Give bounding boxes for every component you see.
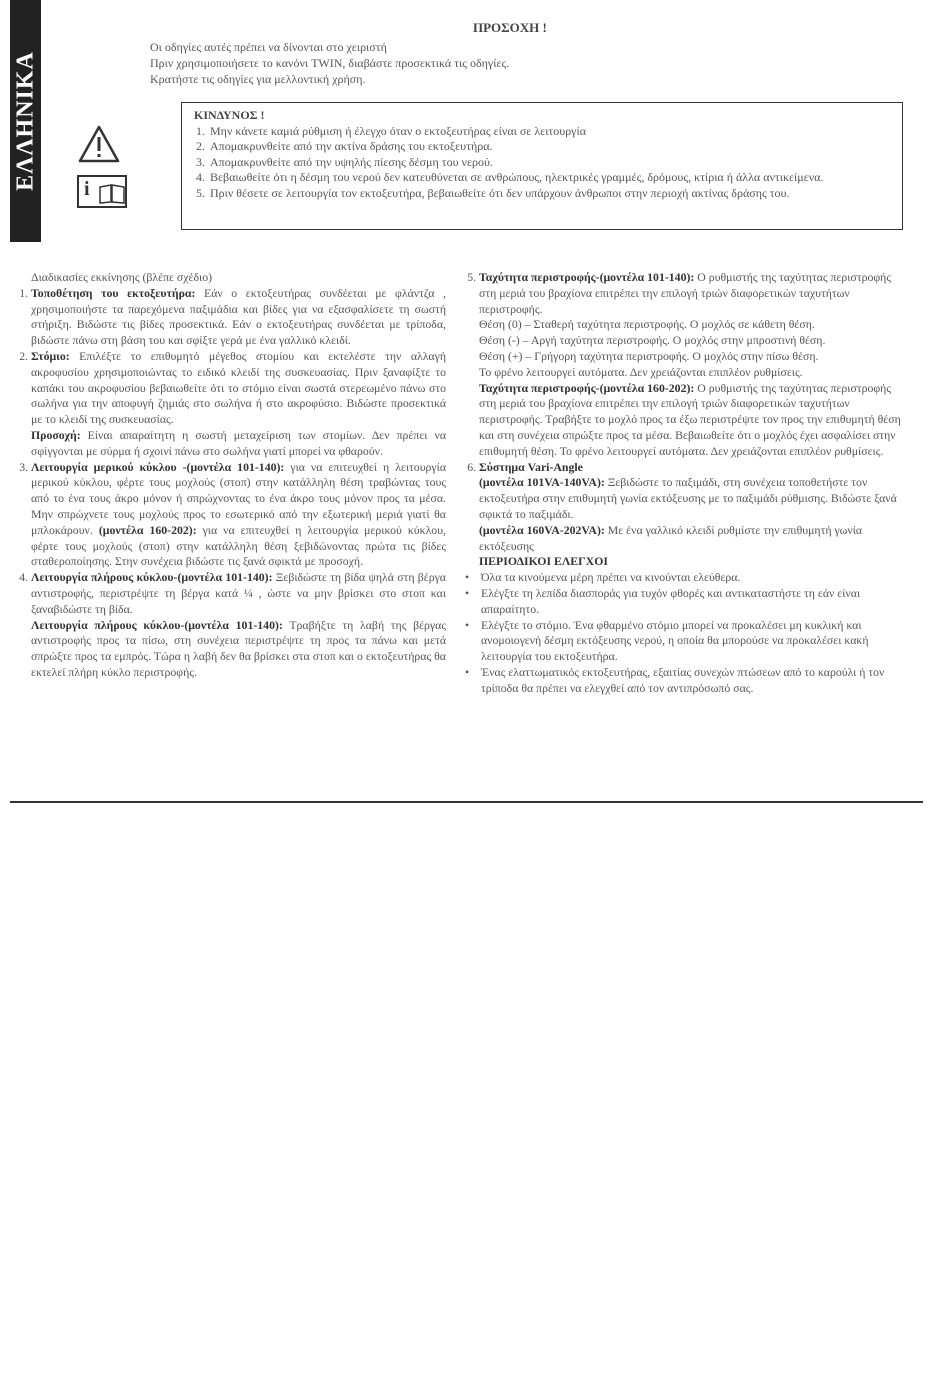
danger-box [181, 102, 903, 230]
language-label: ΕΛΛΗΝΙΚΑ [12, 51, 38, 191]
danger-item: 3. Απομακρυνθείτε από την υψηλής πίεσης δέσμη του νερού. [208, 155, 890, 171]
position-0: Θέση (0) – Σταθερή ταχύτητα περιστροφής. Ο μοχλός σε κάθετη θέση. [479, 317, 815, 332]
step-subtitle: (μοντέλα 160VA-202VA): [479, 522, 605, 537]
danger-item: 5. Πριν θέσετε σε λειτουργία τον εκτοξευτήρα, βεβαιωθείτε ότι δεν υπάρχουν άνθρωποι στην περιοχή ακτίνας δράσης του. [208, 186, 890, 202]
step-text: Ο ρυθμιστής της ταχύτητας περιστροφής στη μεριά του βραχίονα επιτρέπει την επιλογή τριών διαφορετικών ταχυτήτων περιστροφής. [479, 270, 892, 316]
periodic-checks-title: ΠΕΡΙΟΔΙΚΟΙ ΕΛΕΓΧΟΙ [479, 554, 608, 569]
position-plus: Θέση (+) – Γρήγορη ταχύτητα περιστροφής. Ο μοχλός στην πίσω θέση. [479, 348, 819, 363]
attention-heading: ΠΡΟΣΟΧΗ ! [473, 20, 547, 35]
step-nozzle [31, 349, 446, 460]
startup-steps-continued [462, 270, 902, 570]
step-rotation-speed [479, 270, 902, 460]
intro-line: Οι οδηγίες αυτές πρέπει να δίνονται στο χειριστή [150, 40, 387, 54]
step-text: για να επιτευχθεί η λειτουργία μερικού κύκλου, φέρτε τους μοχλούς (στοπ) στην κατάλληλη θέση τραβώντας τους από το ένα τους άκρο μόνον ή σπρώχνοντας το ένα άκρο τους μόνον προς τα μέσα. Μην σπρώχνετε τους μοχλούς προς το εσωτερικό από την εξωτερική μεριά γιατί θα μπλοκάρουν. [31, 459, 446, 537]
left-column [14, 270, 446, 681]
warning-triangle-icon [78, 125, 120, 163]
step-title: Ταχύτητα περιστροφής-(μοντέλα 101-140): [479, 270, 695, 284]
right-column [462, 270, 902, 697]
step-text: Με ένα γαλλικό κλειδί ρυθμίστε την επιθυμητή γωνία εκτόξευσης [479, 522, 863, 553]
step-text: Ξεβιδώστε το παξιμάδι, στη συνέχεια τοποθετήστε τον εκτοξευτήρα στην επιθυμητή γωνία εκτόξευσης με το παξιμάδι ρύθμισης. Βιδώστε ξανά σφικτά το παξιμάδι. [479, 475, 897, 521]
danger-item: 4. Βεβαιωθείτε ότι η δέσμη του νερού δεν κατευθύνεται σε ανθρώπους, ηλεκτρικές γραμμές, δρόμους, κτίρια ή άλλα αντικείμενα. [208, 170, 890, 186]
step-partial-circle [31, 460, 446, 571]
step-text: για να επιτευχθεί η λειτουργία μερικού κύκλου, φέρτε τους μοχλούς (στοπ) στην κατάλληλη θέση ξεβιδώνοντας πρώτα τις βίδες σταθεροποίησης. Στην συνέχεια βιδώστε τις ξανά σφικτά με προσοχή. [31, 522, 446, 569]
step-full-circle [31, 570, 446, 681]
step-paragraph [479, 475, 902, 522]
startup-intro: Διαδικασίες εκκίνησης (βλέπε σχέδιο) [31, 270, 213, 284]
check-item: • Ελέγξτε το στόμιο. Ένα φθαρμένο στόμιο μπορεί να προκαλέσει μη κυκλική και ανομοιογενή δέσμη εκτόξευσης νερού, η οποία θα μπορούσε να προκαλέσει κακή λειτουργία του εκτοξευτήρα. [462, 618, 902, 665]
intro-line: Πριν χρησιμοποιήσετε το κανόνι TWIN, διαβάστε προσεκτικά τις οδηγίες. [150, 56, 510, 70]
periodic-checks-list [462, 570, 902, 696]
startup-steps [14, 286, 446, 681]
danger-title: ΚΙΝΔΥΝΟΣ ! [194, 108, 265, 122]
step-note [31, 428, 446, 460]
step-subtitle: (μοντέλα 160-202): [98, 522, 197, 537]
intro-text [150, 39, 850, 87]
check-item: • Όλα τα κινούμενα μέρη πρέπει να κινούνται ελεύθερα. [462, 570, 902, 586]
step-title: Λειτουργία μερικού κύκλου -(μοντέλα 101-140): [31, 459, 285, 474]
note-text: Είναι απαραίτητη η σωστή μεταχείριση των στομίων. Δεν πρέπει να σφίγγονται με σύρμα ή σχοινί πάνω στο σωλήνα γιατί μπορεί να φθαρούν. [31, 427, 446, 458]
intro-line: Κρατήστε τις οδηγίες για μελλοντική χρήση. [150, 72, 366, 86]
step-subtitle: Λειτουργία πλήρους κύκλου-(μοντέλα 101-140): [31, 617, 283, 632]
step-title: Τοποθέτηση του εκτοξευτήρα: [31, 285, 196, 300]
language-side-tab [10, 0, 41, 242]
step-title: Σύστημα Vari-Angle [479, 459, 583, 474]
danger-item: 1. Μην κάνετε καμιά ρύθμιση ή έλεγχο όταν ο εκτοξευτήρας είναι σε λειτουργία [208, 124, 890, 140]
info-manual-icon: i [77, 175, 127, 208]
position-minus: Θέση (-) – Αργή ταχύτητα περιστροφής. Ο μοχλός στην μπροστινή θέση. [479, 333, 826, 348]
step-text: Επιλέξτε το επιθυμητό μέγεθος στομίου και εκτελέστε την αλλαγή ακροφυσίου χρησιμοποιώντας το ειδικό κλειδί της συσκευασίας. Πριν ξαναφίξτε το καπάκι του ακροφυσίου βεβαιωθείτε ότι το στόμιο είναι σωστά στερεωμένο πάνω στο σωλήνα για την αποφυγή ζημιάς στο σωλήνα ή στο ακροφύσιο. Βιδώστε προσεκτικά με το κλειδί της συσκευασίας. [31, 348, 446, 427]
step-title: Λειτουργία πλήρους κύκλου-(μοντέλα 101-140): [31, 570, 273, 585]
step-subtitle: (μοντέλα 101VA-140VA): [479, 475, 605, 490]
step-paragraph [479, 381, 902, 460]
step-text: Εάν ο εκτοξευτήρας συνδέεται με φλάντζα , χρησιμοποιήστε τα παρεχόμενα παξιμάδια και βίδες για να εξασφαλίσετε τη σωστή στήριξη. Βιδώστε τις βίδες προσεκτικά. Εάν ο εκτοξευτήρας συνδέεται με τρίποδα, βιδώστε πάνω στη βάση του και σφίξτε γερά με ένα γαλλικό κλειδί. [31, 285, 446, 348]
step-subtitle: Ταχύτητα περιστροφής-(μοντέλα 160-202): [479, 380, 695, 395]
step-paragraph [479, 523, 902, 555]
step-mounting [31, 286, 446, 349]
danger-item: 2. Απομακρυνθείτε από την ακτίνα δράσης του εκτοξευτήρα. [208, 139, 890, 155]
note-title: Προσοχή: [31, 427, 81, 442]
bottom-divider [10, 801, 923, 803]
step-text: Ο ρυθμιστής της ταχύτητας περιστροφής στη μεριά του βραχίονα επιτρέπει την επιλογή τριών διαφορετικών ταχυτήτων περιστροφής. Τραβήξτε το μοχλό προς τα έξω περιστρέψτε τον προς την επιθυμητή θέση και στη συνέχεια σπρώξτε προς τα μέσα. Βεβαιωθείτε ότι ο μοχλός έχει ασφαλίσει στην επιθυμητή θέση. Το φρένο λειτουργεί αυτόματα. Δεν χρειάζονται επιπλέον ρυθμίσεις. [479, 380, 901, 458]
step-title: Στόμιο: [31, 348, 70, 363]
step-text: Ξεβιδώστε τη βίδα ψηλά στη βέργα αντιστροφής, περιστρέψτε τη βέργα κατά ¼ , ώστε να μην βρίσκει στο στοπ και ξαναβιδώστε τη βίδα. [31, 570, 446, 616]
step-vari-angle [479, 460, 902, 571]
danger-list [194, 124, 890, 202]
step-text: Τραβήξτε τη λαβή της βέργας αντιστροφής προς τα πίσω, στη συνέχεια περιστρέψτε τη προς τα πάνω και μετά σπρώξτε προς τα εμπρός. Τώρα η λαβή δεν θα βρίσκει στα στοπ και ο εκτοξευτήρας θα εκτελεί πλήρη κύκλο περιστροφής. [31, 617, 446, 679]
check-item: • Ένας ελαττωματικός εκτοξευτήρας, εξαιτίας συνεχών πτώσεων από το καρούλι ή τον τρίποδα θα πρέπει να ελεγχθεί από τον αντιπρόσωπό σας. [462, 665, 902, 697]
brake-note: Το φρένο λειτουργεί αυτόματα. Δεν χρειάζονται επιπλέον ρυθμίσεις. [479, 364, 803, 379]
check-item: • Ελέγξτε τη λεπίδα διασποράς για τυχόν φθορές και αντικαταστήστε τη εάν είναι απαραίτητο. [462, 586, 902, 618]
step-paragraph [31, 618, 446, 681]
